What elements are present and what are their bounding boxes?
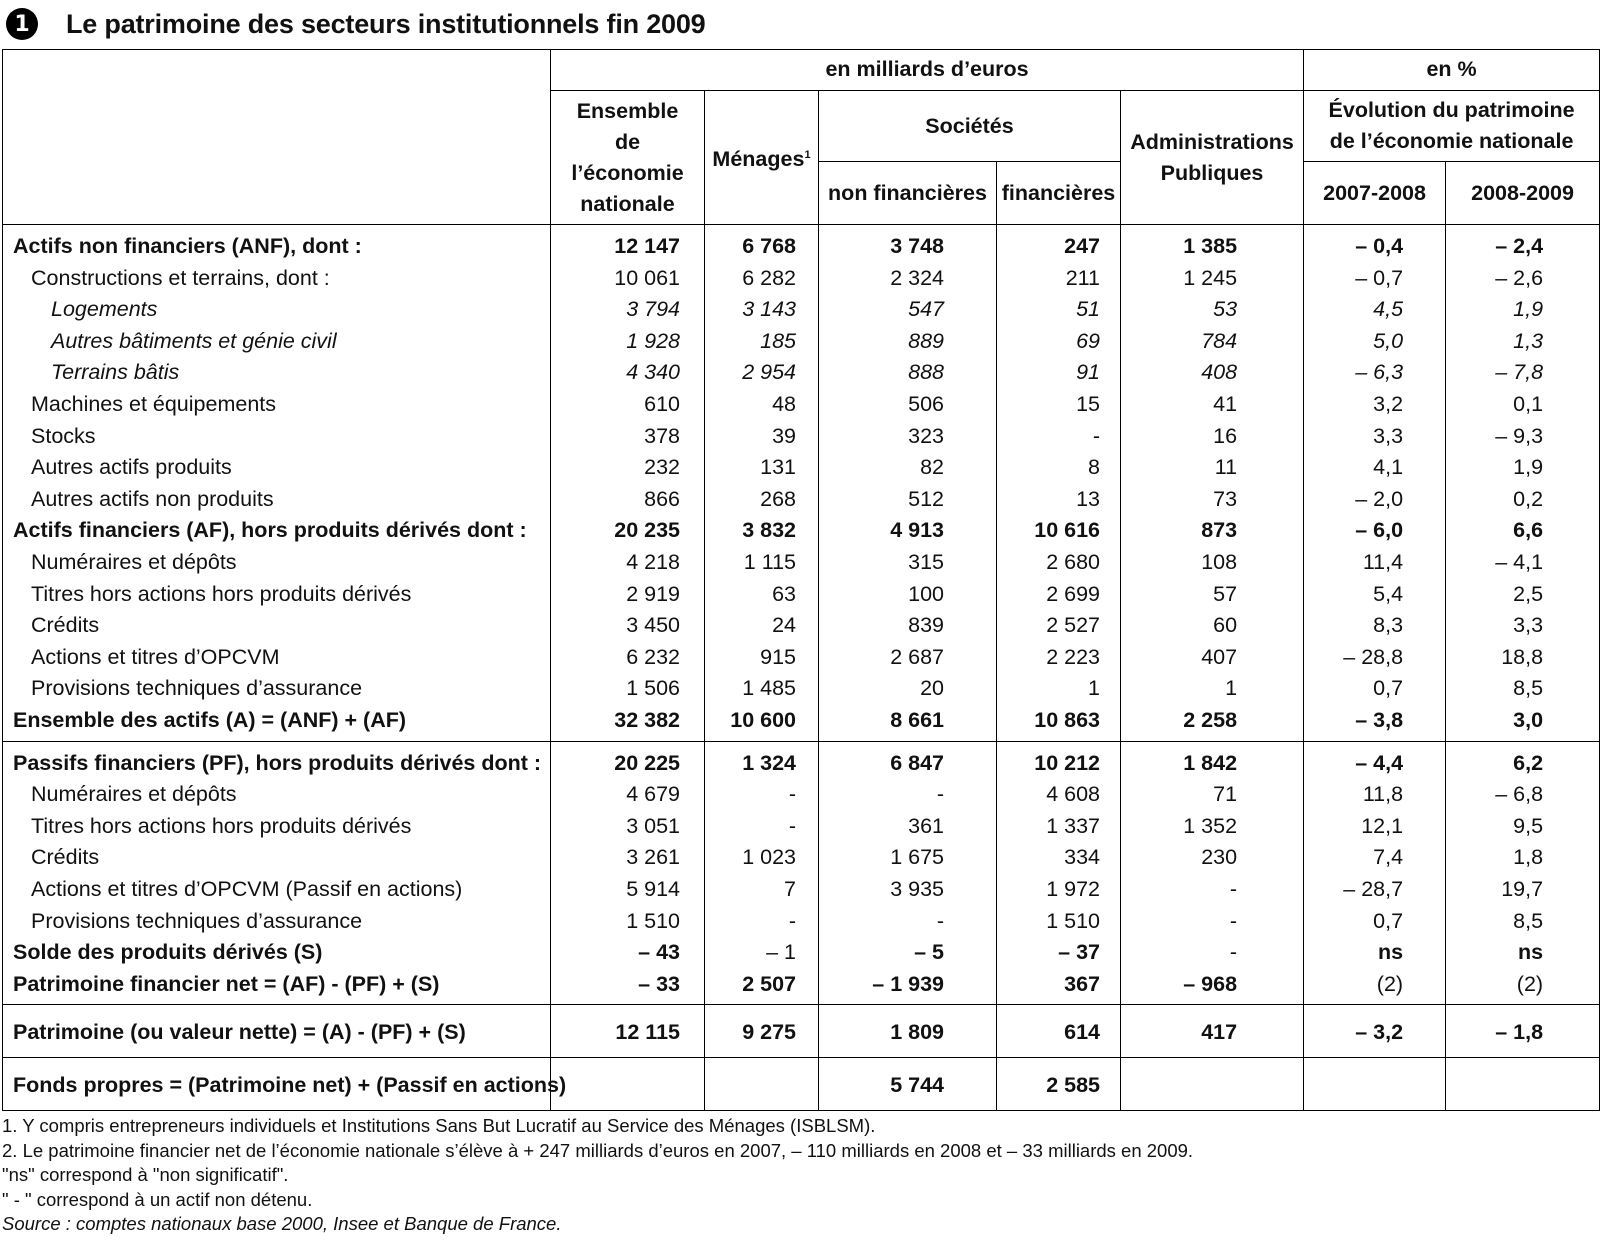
table-row [3,1005,1600,1058]
table-cell: – 1 939 [819,969,997,1005]
table-row [3,357,1600,389]
row-label: Autres bâtiments et génie civil [51,328,337,353]
table-cell: 873 [1121,515,1304,547]
table-cell: - [705,811,819,843]
header-group-money: en milliards d’euros [551,50,1304,91]
table-cell: 2 507 [705,969,819,1005]
table-cell: – 1,8 [1446,1005,1600,1058]
table-cell: 408 [1121,357,1304,389]
row-label: Titres hors actions hors produits dérivés [31,813,412,838]
table-cell: – 6,8 [1446,779,1600,811]
table-row [3,225,1600,263]
table-cell: 1 842 [1121,741,1304,779]
table-cell: 232 [551,452,705,484]
table-cell: 323 [819,421,997,453]
table-cell: 20 235 [551,515,705,547]
table-row [3,452,1600,484]
table-cell [1304,1058,1446,1111]
header-col-ensemble-l4: nationale [580,191,675,216]
table-cell: 1 115 [705,547,819,579]
table-cell: 6 282 [705,263,819,295]
table-cell: – 43 [551,937,705,969]
table-cell: 12,1 [1304,811,1446,843]
header-empty-corner [3,50,551,225]
table-cell: 8,5 [1446,905,1600,937]
table-cell: – 968 [1121,969,1304,1005]
table-cell [705,1058,819,1111]
table-cell: 12 147 [551,225,705,263]
note-dash: " - " correspond à un actif non détenu. [2,1188,313,1210]
table-cell: 784 [1121,326,1304,358]
header-col-ensemble-l2: de [614,129,641,154]
table-cell: 367 [997,969,1121,1005]
table-cell: 839 [819,610,997,642]
table-cell: 4 340 [551,357,705,389]
table-cell: 3 935 [819,874,997,906]
table-cell: 5,4 [1304,579,1446,611]
table-cell: 2 954 [705,357,819,389]
table-cell: 2 699 [997,579,1121,611]
header-col-societes: Sociétés [819,91,1121,162]
row-label: Crédits [31,613,100,638]
table-notes [2,1114,1193,1237]
table-row [3,484,1600,516]
table-cell: 3 143 [705,294,819,326]
header-group-pct: en % [1304,50,1600,91]
patrimoine-table [2,49,1600,1111]
table-cell: 3 261 [551,842,705,874]
row-label: Actions et titres d’OPCVM [31,644,280,669]
table-cell [1121,1058,1304,1111]
table-cell: 10 600 [705,705,819,741]
table-cell: 512 [819,484,997,516]
table-cell: 0,2 [1446,484,1600,516]
table-cell: 6 232 [551,642,705,674]
table-cell: 82 [819,452,997,484]
table-row [3,811,1600,843]
table-cell: 6 847 [819,741,997,779]
table-cell: 4,1 [1304,452,1446,484]
table-cell: 3 450 [551,610,705,642]
table-cell: - [997,421,1121,453]
table-row [3,389,1600,421]
table-cell: 12 115 [551,1005,705,1058]
table-cell: 1 510 [997,905,1121,937]
table-cell: 91 [997,357,1121,389]
figure-title-row [6,6,705,42]
table-row [3,874,1600,906]
table-cell: (2) [1304,969,1446,1005]
table-cell: 866 [551,484,705,516]
header-col-menages-label: Ménages [712,147,805,172]
row-label: Solde des produits dérivés (S) [13,940,323,965]
table-cell: 10 616 [997,515,1121,547]
table-cell: 407 [1121,642,1304,674]
table-row [3,673,1600,705]
table-cell: 1,9 [1446,452,1600,484]
row-label: Numéraires et dépôts [31,549,237,574]
table-cell: 10 863 [997,705,1121,741]
table-cell: 2 324 [819,263,997,295]
header-col-menages-footnote: 1 [804,148,811,161]
table-cell: 19,7 [1446,874,1600,906]
table-cell: ns [1304,937,1446,969]
row-label: Autres actifs produits [31,455,232,480]
row-label: Crédits [31,845,100,870]
table-cell: 889 [819,326,997,358]
header-col-evolution-l2: de l’économie nationale [1329,129,1574,153]
table-cell: 73 [1121,484,1304,516]
figure-title: Le patrimoine des secteurs institutionnels fin 2009 [66,8,706,39]
table-section [3,1058,1600,1111]
table-cell: – 28,7 [1304,874,1446,906]
table-cell: – 6,0 [1304,515,1446,547]
table-cell [551,1058,705,1111]
table-cell: 2 919 [551,579,705,611]
table-cell: 8,5 [1446,673,1600,705]
row-label: Terrains bâtis [51,360,180,385]
table-cell: 60 [1121,610,1304,642]
table-cell: 1 510 [551,905,705,937]
header-col-admin [1121,91,1304,225]
table-cell: – 1 [705,937,819,969]
header-col-2008-2009: 2008-2009 [1446,162,1600,225]
table-cell: - [705,779,819,811]
table-cell: - [1121,905,1304,937]
table-cell: 1 809 [819,1005,997,1058]
table-cell: 6,6 [1446,515,1600,547]
table-cell: – 4,4 [1304,741,1446,779]
table-cell: 0,1 [1446,389,1600,421]
row-label: Constructions et terrains, dont : [31,265,330,290]
table-cell: 10 061 [551,263,705,295]
table-cell: ns [1446,937,1600,969]
row-label: Ensemble des actifs (A) = (ANF) + (AF) [13,707,407,732]
table-cell: 3,0 [1446,705,1600,741]
row-label: Numéraires et dépôts [31,782,237,807]
table-row [3,610,1600,642]
table-cell: – 5 [819,937,997,969]
figure-number-badge: 1 [6,8,38,40]
table-cell: 71 [1121,779,1304,811]
table-cell: 18,8 [1446,642,1600,674]
table-cell: 1 023 [705,842,819,874]
table-cell: – 0,7 [1304,263,1446,295]
table-cell: 4 679 [551,779,705,811]
table-cell: 1 928 [551,326,705,358]
table-cell: 230 [1121,842,1304,874]
table-cell: 20 [819,673,997,705]
table-row [3,905,1600,937]
table-cell: 3,3 [1304,421,1446,453]
table-cell: – 37 [997,937,1121,969]
header-col-2007-2008: 2007-2008 [1304,162,1446,225]
row-label: Provisions techniques d’assurance [31,676,363,701]
table-cell: 15 [997,389,1121,421]
table-cell: 1 337 [997,811,1121,843]
table-cell: 2 585 [997,1058,1121,1111]
table-cell: 6,2 [1446,741,1600,779]
table-cell: 268 [705,484,819,516]
table-header [3,50,1600,225]
header-col-ensemble-l3: l’économie [571,160,684,185]
header-col-ensemble [551,91,705,225]
table-cell: 100 [819,579,997,611]
table-cell: 1 972 [997,874,1121,906]
table-cell: 378 [551,421,705,453]
table-cell: 108 [1121,547,1304,579]
table-section [3,741,1600,1005]
row-label: Provisions techniques d’assurance [31,908,363,933]
table-cell: 2 223 [997,642,1121,674]
table-cell: – 3,2 [1304,1005,1446,1058]
table-cell: - [1121,937,1304,969]
table-cell: 6 768 [705,225,819,263]
table-cell: - [1121,874,1304,906]
header-col-evolution-l1: Évolution du patrimoine [1328,98,1575,122]
table-cell: 9 275 [705,1005,819,1058]
table-cell: 9,5 [1446,811,1600,843]
table-cell: 1 385 [1121,225,1304,263]
table-cell: 4,5 [1304,294,1446,326]
table-cell: 3,2 [1304,389,1446,421]
table-cell: 11,4 [1304,547,1446,579]
table-cell: 547 [819,294,997,326]
table-cell: 7 [705,874,819,906]
table-cell: 8 [997,452,1121,484]
source-line: Source : comptes nationaux base 2000, Insee et Banque de France. [2,1213,562,1234]
row-label: Actions et titres d’OPCVM (Passif en actions) [31,876,463,901]
table-cell: 32 382 [551,705,705,741]
table-cell: 39 [705,421,819,453]
table-row [3,779,1600,811]
table-row [3,515,1600,547]
table-cell: 3,3 [1446,610,1600,642]
table-cell [1446,1058,1600,1111]
table-cell: 2 258 [1121,705,1304,741]
table-cell: 8 661 [819,705,997,741]
table-cell: 24 [705,610,819,642]
table-cell: 3 794 [551,294,705,326]
table-cell: – 33 [551,969,705,1005]
table-cell: 506 [819,389,997,421]
table-row [3,294,1600,326]
row-label: Actifs non financiers (ANF), dont : [13,234,362,259]
table-cell: 417 [1121,1005,1304,1058]
table-cell: 1 675 [819,842,997,874]
table-cell: – 3,8 [1304,705,1446,741]
table-cell: 48 [705,389,819,421]
table-row [3,642,1600,674]
row-label: Fonds propres = (Patrimoine net) + (Passif en actions) [13,1072,567,1097]
row-label: Patrimoine (ou valeur nette) = (A) - (PF) + (S) [13,1019,466,1044]
row-label: Titres hors actions hors produits dérivés [31,581,412,606]
table-cell: – 2,0 [1304,484,1446,516]
table-cell: 361 [819,811,997,843]
table-cell: 2 680 [997,547,1121,579]
table-cell: 13 [997,484,1121,516]
note-2: 2. Le patrimoine financier net de l’économie nationale s’élève à + 247 milliards d’euros en 2007, – 110 milliards en 2008 et – 33 milliards en 2009. [2,1139,1194,1161]
table-row [3,937,1600,969]
table-cell: – 6,3 [1304,357,1446,389]
table-cell: 888 [819,357,997,389]
table-cell: 8,3 [1304,610,1446,642]
header-col-evolution [1304,91,1600,162]
table-row [3,326,1600,358]
header-col-menages [705,91,819,225]
table-cell: 1 324 [705,741,819,779]
header-col-admin-l1: Administrations [1130,129,1294,154]
table-cell: 5 914 [551,874,705,906]
table-cell: 10 212 [997,741,1121,779]
table-cell: 1 352 [1121,811,1304,843]
table-cell: 614 [997,1005,1121,1058]
table-cell: – 2,4 [1446,225,1600,263]
table-cell: 11,8 [1304,779,1446,811]
header-col-ensemble-l1: Ensemble [576,98,679,123]
row-label: Patrimoine financier net = (AF) - (PF) + (S) [13,971,440,996]
row-label: Autres actifs non produits [31,486,274,511]
table-cell: 5 744 [819,1058,997,1111]
table-cell: 211 [997,263,1121,295]
row-label: Passifs financiers (PF), hors produits dérivés dont : [13,750,542,775]
table-cell: 53 [1121,294,1304,326]
table-row [3,842,1600,874]
table-cell: - [819,905,997,937]
table-cell: 131 [705,452,819,484]
table-cell: 0,7 [1304,905,1446,937]
table-cell: 51 [997,294,1121,326]
table-cell: 7,4 [1304,842,1446,874]
table-cell: 3 832 [705,515,819,547]
header-col-soc-nonfin: non financières [819,162,997,225]
header-col-soc-fin: financières [997,162,1121,225]
table-cell: 610 [551,389,705,421]
table-cell: 41 [1121,389,1304,421]
table-cell: – 28,8 [1304,642,1446,674]
table-cell: – 2,6 [1446,263,1600,295]
table-cell: 4 608 [997,779,1121,811]
table-cell: – 7,8 [1446,357,1600,389]
table-cell: 20 225 [551,741,705,779]
table-cell: 2 527 [997,610,1121,642]
table-cell: 315 [819,547,997,579]
table-cell: 334 [997,842,1121,874]
table-cell: 1 245 [1121,263,1304,295]
table-row [3,263,1600,295]
table-cell: 5,0 [1304,326,1446,358]
table-section [3,1005,1600,1058]
table-cell: 0,7 [1304,673,1446,705]
table-cell: 11 [1121,452,1304,484]
table-cell: 3 051 [551,811,705,843]
table-row [3,579,1600,611]
table-cell: 915 [705,642,819,674]
table-cell: 1,9 [1446,294,1600,326]
table-row [3,969,1600,1005]
table-cell: 2,5 [1446,579,1600,611]
table-row [3,421,1600,453]
row-label: Actifs financiers (AF), hors produits dérivés dont : [13,518,527,543]
row-label: Machines et équipements [31,392,277,417]
table-cell: - [705,905,819,937]
table-cell: 2 687 [819,642,997,674]
table-row [3,705,1600,741]
note-1: 1. Y compris entrepreneurs individuels et Institutions Sans But Lucratif au Service des Ménages (ISBLSM). [2,1115,876,1136]
table-cell: 247 [997,225,1121,263]
table-section [3,225,1600,742]
table-cell: 4 913 [819,515,997,547]
table-cell: 63 [705,579,819,611]
note-ns: "ns" correspond à "non significatif". [2,1164,289,1185]
table-row [3,1058,1600,1111]
table-cell: – 0,4 [1304,225,1446,263]
header-col-admin-l2: Publiques [1160,160,1264,185]
table-cell: 3 748 [819,225,997,263]
row-label: Stocks [31,423,96,448]
table-cell: 1 [1121,673,1304,705]
table-cell: 1 [997,673,1121,705]
table-cell: (2) [1446,969,1600,1005]
table-cell: 16 [1121,421,1304,453]
table-cell: – 9,3 [1446,421,1600,453]
table-cell: 57 [1121,579,1304,611]
table-row [3,547,1600,579]
table-cell: 69 [997,326,1121,358]
table-cell: – 4,1 [1446,547,1600,579]
table-cell: 1 506 [551,673,705,705]
table-cell: 4 218 [551,547,705,579]
table-cell: 1 485 [705,673,819,705]
row-label: Logements [51,297,158,322]
table-cell: - [819,779,997,811]
table-cell: 1,8 [1446,842,1600,874]
table-cell: 185 [705,326,819,358]
table-cell: 1,3 [1446,326,1600,358]
table-row [3,741,1600,779]
